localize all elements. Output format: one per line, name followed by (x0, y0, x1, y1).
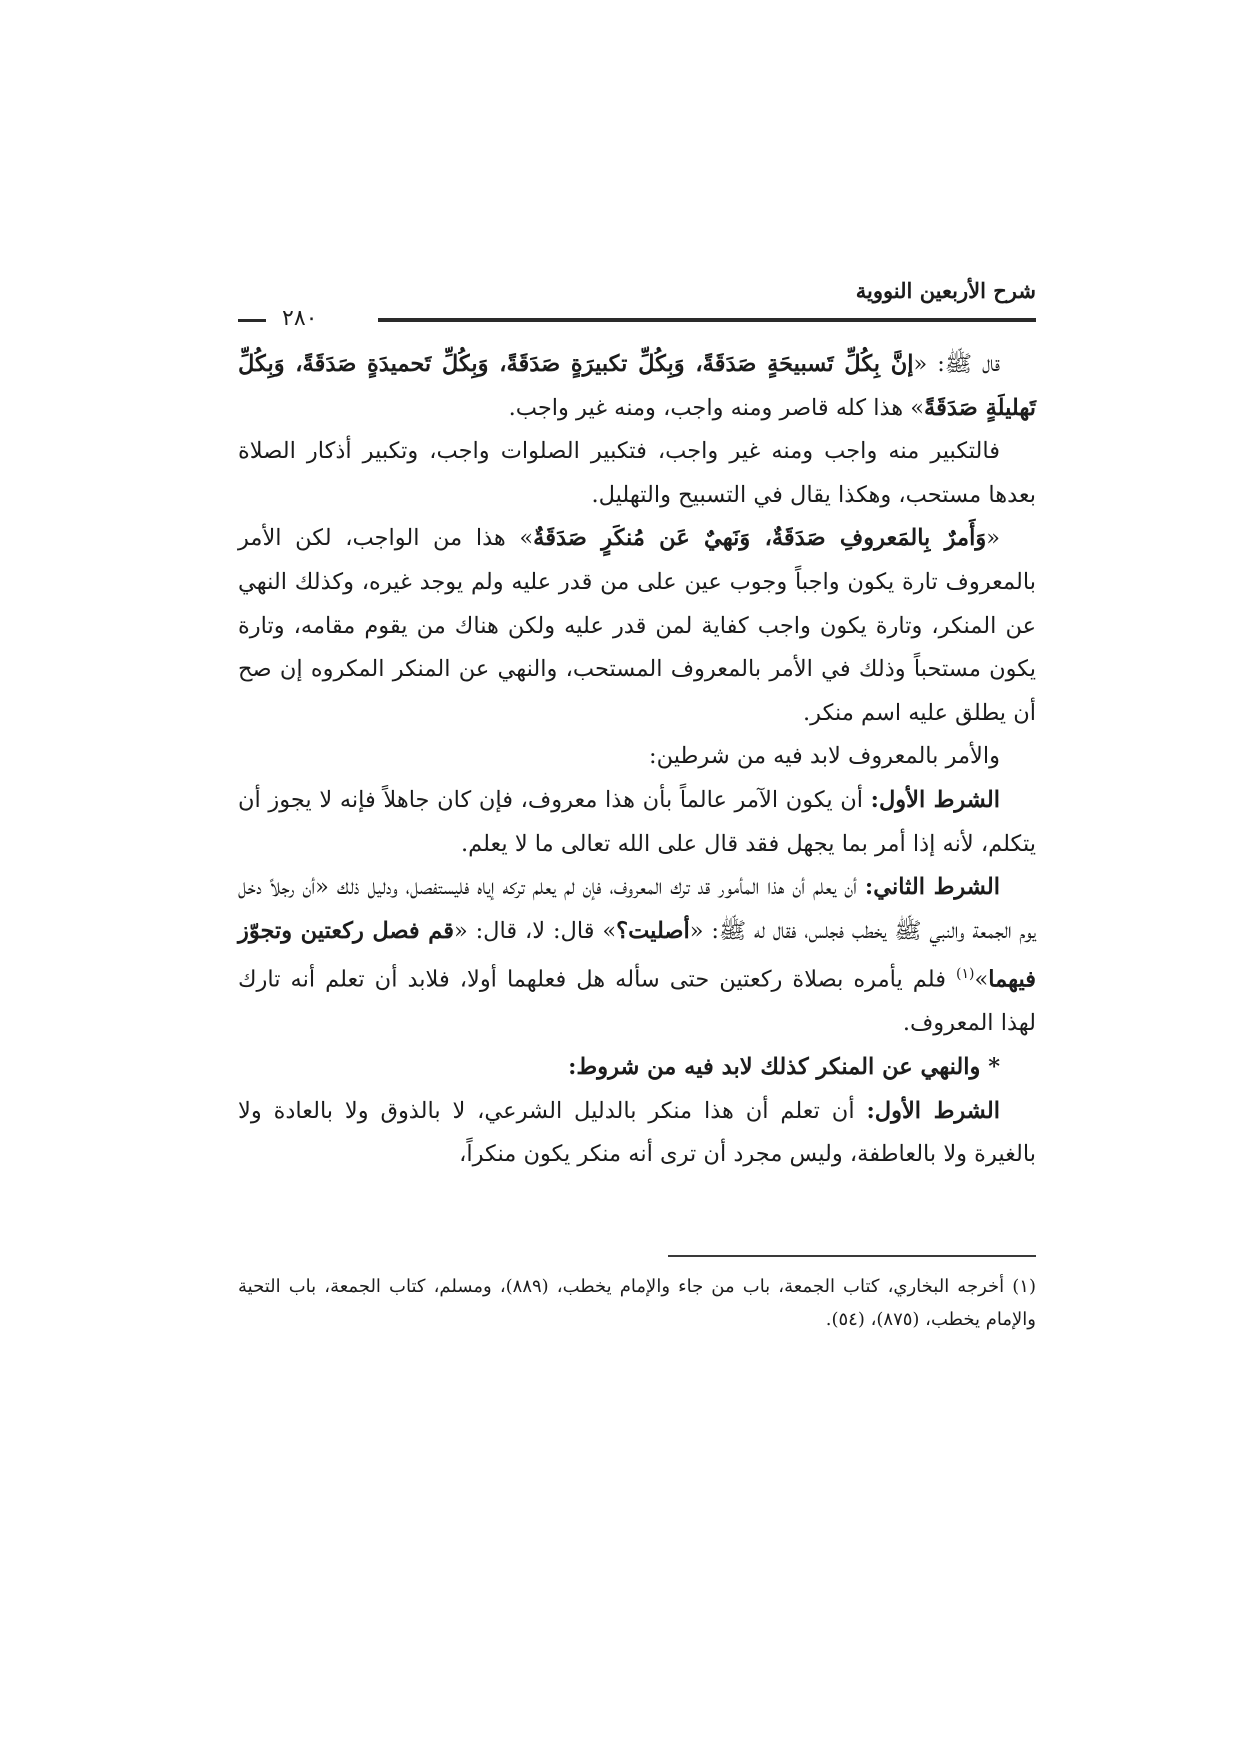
page-header (238, 276, 1036, 332)
main-text (238, 343, 1036, 1177)
paragraph-7-heading: * والنهي عن المنكر كذلك لابد فيه من شروط: (568, 1054, 1000, 1080)
paragraph-2: فالتكبير منه واجب ومنه غير واجب، فتكبير الصلوات واجب، وتكبير أذكار الصلاة بعدها مستحب، وهكذا يقال في التسبيح والتهليل. (238, 438, 1036, 508)
paragraph-6 (238, 866, 1036, 1046)
condition-2-text-4: فلم يأمره بصلاة ركعتين حتى سأله هل فعلهما أولا، فلابد أن تعلم أنه تارك لهذا المعروف. (238, 966, 1036, 1037)
hadith-quote-tasbih: إنَّ بِكُلِّ تَسبيحَةٍ صَدَقَةً، وَبِكُلِّ تكبيرَةٍ صَدَقَةً، وَبِكُلِّ تَحميدَةٍ صَدَقَةً، وَبِكُلِّ تَهليلَةٍ صَدَقَةً (238, 351, 1036, 421)
condition-1-label: الشرط الأول: (870, 786, 1000, 813)
nahy-condition-1-label: الشرط الأول: (866, 1097, 1000, 1124)
header-rule-short (238, 319, 266, 322)
book-title: شرح الأربعين النووية (855, 278, 1036, 303)
condition-1-text: أن يكون الآمر عالماً بأن هذا معروف، فإن كان جاهلاً فإنه لا يجوز أن يتكلم، لأنه إذا أمر بما يجهل فقد قال على الله تعالى ما لا يعلم. (238, 786, 1036, 857)
paragraph-3-commentary: » هذا من الواجب، لكن الأمر بالمعروف تارة يكون واجباً وجوب عين على من قدر عليه ولم يوجد غيره، وكذلك النهي عن المنكر، وتارة يكون واجب كفاية لمن قدر عليه ولكن هناك من يقوم مقامه، وتارة يكون مستحباً وذلك في الأمر بالمعروف المستحب، والنهي عن المنكر المكروه إن صح أن يطلق عليه اسم منكر. (238, 525, 1036, 726)
footnote-reference: (١) (955, 966, 975, 983)
condition-2-text-2: » قال: لا، قال: « (453, 917, 617, 944)
header-rule (378, 318, 1036, 322)
paragraph-1 (238, 343, 1036, 430)
paragraph-3 (238, 517, 1036, 735)
condition-2-label: الشرط الثاني: (864, 874, 1000, 901)
footnote-number: (١) (1012, 1276, 1036, 1297)
condition-2-text: أن يعلم أن هذا المأمور قد ترك المعروف، فإن لم يعلم تركه إياه فليستفصل، ودليل ذلك «أن رجلاً دخل يوم الجمعة والنبي ﷺ يخطب فجلس، فقال له ﷺ: « (238, 874, 1036, 944)
quote-asallayta: أصليت؟ (616, 917, 690, 944)
nahy-condition-1-text: أن تعلم أن هذا منكر بالدليل الشرعي، لا بالذوق ولا بالعادة ولا بالغيرة ولا بالعاطفة، وليس مجرد أن ترى أنه منكر يكون منكراً، (238, 1097, 1036, 1168)
paragraph-1-intro: قال ﷺ: « (913, 351, 1000, 377)
footnote-text: أخرجه البخاري، كتاب الجمعة، باب من جاء والإمام يخطب، (٨٨٩)، ومسلم، كتاب الجمعة، باب التحية والإمام يخطب، (٨٧٥)، (٥٤). (238, 1276, 1036, 1330)
page-number: ٢٨٠ (282, 306, 318, 331)
paragraph-1-commentary: » هذا كله قاصر ومنه واجب، ومنه غير واجب. (508, 394, 925, 421)
condition-2-text-3: » (974, 966, 989, 993)
paragraph-5 (238, 779, 1036, 866)
paragraph-3-open: « (986, 525, 1000, 552)
footnote-1 (238, 1270, 1036, 1336)
quote-qum-fasalli: قم فصل ركعتين وتجوّز فيهما (238, 917, 1036, 993)
footnote (238, 1270, 1036, 1336)
paragraph-4: والأمر بالمعروف لابد فيه من شرطين: (649, 743, 1000, 770)
footnote-separator (668, 1255, 1036, 1257)
paragraph-8 (238, 1090, 1036, 1177)
hadith-quote-amr: وَأَمرٌ بِالمَعروفِ صَدَقَةٌ، وَنَهيٌ عَن مُنكَرٍ صَدَقَةٌ (533, 525, 987, 552)
